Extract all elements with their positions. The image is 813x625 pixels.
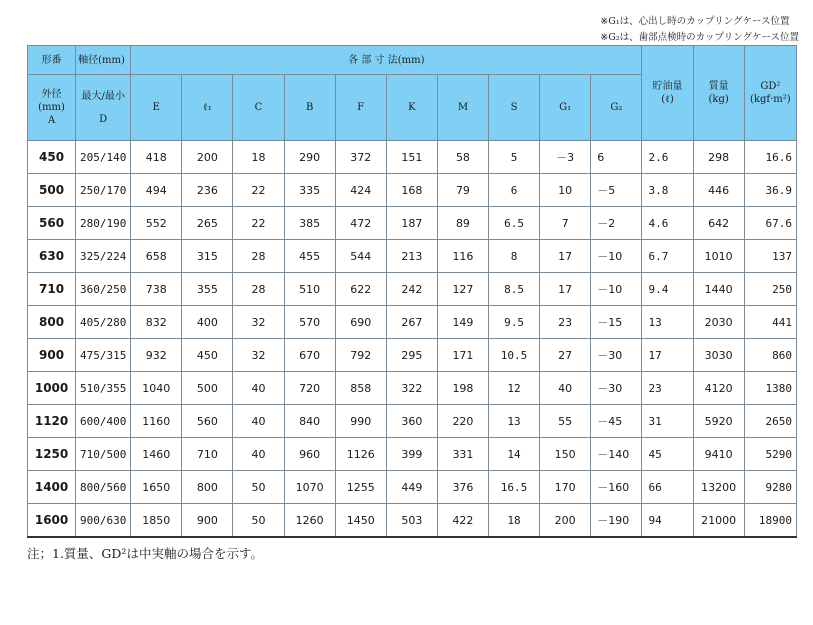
table-cell: 17: [642, 339, 693, 372]
header-od-symbol: A: [47, 115, 56, 126]
table-cell: 1850: [131, 504, 182, 538]
table-cell: 5: [489, 141, 540, 174]
table-cell: 290: [284, 141, 335, 174]
header-col-k: K: [386, 75, 437, 141]
table-cell: －30: [591, 372, 642, 405]
note-g2: ※G₂は、歯部点検時のカップリングケース位置: [600, 32, 799, 43]
table-cell: 32: [233, 339, 284, 372]
table-cell: 280/190: [76, 207, 131, 240]
table-cell: 200: [182, 141, 233, 174]
table-cell: －3: [540, 141, 591, 174]
table-cell: 1040: [131, 372, 182, 405]
model-cell: 1120: [28, 405, 76, 438]
table-cell: 27: [540, 339, 591, 372]
table-cell: 8: [489, 240, 540, 273]
table-cell: 405/280: [76, 306, 131, 339]
table-cell: 13: [642, 306, 693, 339]
table-cell: 500: [182, 372, 233, 405]
table-cell: 1450: [335, 504, 386, 538]
table-cell: 55: [540, 405, 591, 438]
table-cell: 449: [386, 471, 437, 504]
table-cell: 149: [437, 306, 488, 339]
table-cell: 424: [335, 174, 386, 207]
table-cell: －30: [591, 339, 642, 372]
header-maxmin: [76, 75, 131, 141]
table-cell: 295: [386, 339, 437, 372]
model-cell: 800: [28, 306, 76, 339]
table-cell: 36.9: [744, 174, 796, 207]
table-row: [28, 240, 797, 273]
table-cell: 1440: [693, 273, 744, 306]
table-cell: 21000: [693, 504, 744, 538]
table-row: [28, 207, 797, 240]
table-cell: 710/500: [76, 438, 131, 471]
table-cell: 13: [489, 405, 540, 438]
model-cell: 450: [28, 141, 76, 174]
table-cell: 400: [182, 306, 233, 339]
table-cell: 137: [744, 240, 796, 273]
table-cell: 544: [335, 240, 386, 273]
table-cell: －15: [591, 306, 642, 339]
header-col-m: M: [437, 75, 488, 141]
table-cell: 858: [335, 372, 386, 405]
footnote: 注；1.質量、GD²は中実軸の場合を示す。: [27, 546, 263, 561]
table-cell: 198: [437, 372, 488, 405]
table-cell: 16.6: [744, 141, 796, 174]
table-cell: 4.6: [642, 207, 693, 240]
table-cell: 94: [642, 504, 693, 538]
table-cell: 2650: [744, 405, 796, 438]
table-cell: 6.7: [642, 240, 693, 273]
table-cell: 150: [540, 438, 591, 471]
table-cell: 860: [744, 339, 796, 372]
table-cell: 355: [182, 273, 233, 306]
table-cell: 67.6: [744, 207, 796, 240]
header-mass-unit: (kg): [708, 94, 729, 105]
header-col-b: B: [284, 75, 335, 141]
table-cell: 552: [131, 207, 182, 240]
table-cell: 213: [386, 240, 437, 273]
table-cell: 720: [284, 372, 335, 405]
header-gd: [744, 46, 796, 141]
table-cell: 151: [386, 141, 437, 174]
table-row: [28, 504, 797, 538]
table-cell: 1070: [284, 471, 335, 504]
table-cell: 422: [437, 504, 488, 538]
table-cell: 50: [233, 471, 284, 504]
table-cell: 8.5: [489, 273, 540, 306]
header-od-label: 外径: [41, 89, 62, 100]
table-cell: 9410: [693, 438, 744, 471]
table-cell: 4120: [693, 372, 744, 405]
table-row: [28, 372, 797, 405]
table-cell: 66: [642, 471, 693, 504]
table-cell: 6: [591, 141, 642, 174]
table-cell: 10: [540, 174, 591, 207]
table-cell: 22: [233, 207, 284, 240]
table-cell: 32: [233, 306, 284, 339]
header-row-1: [28, 46, 797, 75]
table-cell: 1160: [131, 405, 182, 438]
table-cell: 570: [284, 306, 335, 339]
header-col-f: F: [335, 75, 386, 141]
table-cell: 1380: [744, 372, 796, 405]
table-cell: 220: [437, 405, 488, 438]
table-cell: 168: [386, 174, 437, 207]
table-cell: 2.6: [642, 141, 693, 174]
table-cell: 2030: [693, 306, 744, 339]
table-cell: 900: [182, 504, 233, 538]
table-cell: 658: [131, 240, 182, 273]
table-cell: 385: [284, 207, 335, 240]
table-cell: 315: [182, 240, 233, 273]
header-oil-label: 貯油量: [652, 81, 683, 92]
table-cell: 242: [386, 273, 437, 306]
header-oil-unit: (ℓ): [661, 94, 674, 105]
table-cell: 23: [540, 306, 591, 339]
table-cell: －140: [591, 438, 642, 471]
header-model: 形番: [28, 46, 76, 75]
table-cell: 455: [284, 240, 335, 273]
table-cell: 267: [386, 306, 437, 339]
header-dims: 各 部 寸 法(mm): [131, 46, 642, 75]
header-col-c: C: [233, 75, 284, 141]
model-cell: 1400: [28, 471, 76, 504]
table-cell: －160: [591, 471, 642, 504]
header-col-e: E: [131, 75, 182, 141]
table-cell: 28: [233, 240, 284, 273]
table-cell: 322: [386, 372, 437, 405]
table-cell: 450: [182, 339, 233, 372]
header-od: [28, 75, 76, 141]
table-cell: 5920: [693, 405, 744, 438]
table-row: [28, 471, 797, 504]
table-cell: 1650: [131, 471, 182, 504]
table-cell: －10: [591, 240, 642, 273]
table-cell: 171: [437, 339, 488, 372]
table-cell: 13200: [693, 471, 744, 504]
table-cell: 360: [386, 405, 437, 438]
table-cell: 1255: [335, 471, 386, 504]
table-row: [28, 306, 797, 339]
table-cell: 18900: [744, 504, 796, 538]
table-cell: 503: [386, 504, 437, 538]
table-cell: 690: [335, 306, 386, 339]
table-cell: 510/355: [76, 372, 131, 405]
table-cell: 17: [540, 240, 591, 273]
header-oil: [642, 46, 693, 141]
table-cell: 79: [437, 174, 488, 207]
table-cell: 298: [693, 141, 744, 174]
table-cell: 670: [284, 339, 335, 372]
header-shaft: 軸径(mm): [76, 46, 131, 75]
table-cell: －2: [591, 207, 642, 240]
header-maxmin-symbol: D: [99, 113, 108, 125]
table-cell: 116: [437, 240, 488, 273]
model-cell: 710: [28, 273, 76, 306]
table-cell: 170: [540, 471, 591, 504]
table-cell: 494: [131, 174, 182, 207]
table-row: [28, 273, 797, 306]
table-cell: 89: [437, 207, 488, 240]
model-cell: 630: [28, 240, 76, 273]
table-cell: 18: [489, 504, 540, 538]
table-cell: 446: [693, 174, 744, 207]
table-cell: －10: [591, 273, 642, 306]
table-cell: 642: [693, 207, 744, 240]
table-cell: 472: [335, 207, 386, 240]
table-cell: 28: [233, 273, 284, 306]
table-cell: 622: [335, 273, 386, 306]
header-col-l1: ℓ₁: [182, 75, 233, 141]
table-cell: 12: [489, 372, 540, 405]
table-cell: 187: [386, 207, 437, 240]
table-row: [28, 174, 797, 207]
table-cell: 560: [182, 405, 233, 438]
table-cell: 3.8: [642, 174, 693, 207]
table-row: [28, 141, 797, 174]
table-cell: 399: [386, 438, 437, 471]
header-mass: [693, 46, 744, 141]
header-col-g2: G₂: [591, 75, 642, 141]
note-g1: ※G₁は、心出し時のカップリングケース位置: [600, 16, 790, 27]
table-cell: 18: [233, 141, 284, 174]
table-cell: 510: [284, 273, 335, 306]
table-cell: 236: [182, 174, 233, 207]
table-cell: 800: [182, 471, 233, 504]
table-cell: 7: [540, 207, 591, 240]
header-od-unit: (mm): [38, 102, 65, 113]
model-cell: 500: [28, 174, 76, 207]
table-cell: 6: [489, 174, 540, 207]
table-row: [28, 405, 797, 438]
table-cell: 265: [182, 207, 233, 240]
header-col-s: S: [489, 75, 540, 141]
table-cell: 832: [131, 306, 182, 339]
table-cell: 40: [233, 405, 284, 438]
model-cell: 1000: [28, 372, 76, 405]
table-cell: 250: [744, 273, 796, 306]
table-row: [28, 438, 797, 471]
table-cell: 1010: [693, 240, 744, 273]
table-cell: －5: [591, 174, 642, 207]
table-cell: 331: [437, 438, 488, 471]
header-gd-label: GD²: [760, 81, 781, 92]
table-cell: 22: [233, 174, 284, 207]
table-cell: 9.4: [642, 273, 693, 306]
table-cell: 200: [540, 504, 591, 538]
table-cell: 372: [335, 141, 386, 174]
table-cell: －190: [591, 504, 642, 538]
table-cell: －45: [591, 405, 642, 438]
table-cell: 250/170: [76, 174, 131, 207]
table-cell: 600/400: [76, 405, 131, 438]
table-cell: 900/630: [76, 504, 131, 538]
model-cell: 900: [28, 339, 76, 372]
table-cell: 800/560: [76, 471, 131, 504]
table-cell: 40: [233, 438, 284, 471]
table-cell: 1460: [131, 438, 182, 471]
table-cell: 40: [233, 372, 284, 405]
table-cell: 10.5: [489, 339, 540, 372]
table-cell: 16.5: [489, 471, 540, 504]
header-maxmin-label: 最大/最小: [81, 90, 125, 102]
header-mass-label: 質量: [708, 81, 729, 92]
table-cell: 475/315: [76, 339, 131, 372]
table-cell: 932: [131, 339, 182, 372]
table-cell: 960: [284, 438, 335, 471]
table-cell: 710: [182, 438, 233, 471]
table-cell: 127: [437, 273, 488, 306]
table-cell: 58: [437, 141, 488, 174]
table-cell: 1260: [284, 504, 335, 538]
header-col-g1: G₁: [540, 75, 591, 141]
table-cell: 1126: [335, 438, 386, 471]
table-cell: 441: [744, 306, 796, 339]
table-cell: 9280: [744, 471, 796, 504]
table-cell: 5290: [744, 438, 796, 471]
table-cell: 17: [540, 273, 591, 306]
table-cell: 3030: [693, 339, 744, 372]
table-body: [28, 141, 797, 538]
notes: [600, 14, 799, 46]
model-cell: 1250: [28, 438, 76, 471]
table-cell: 376: [437, 471, 488, 504]
table-cell: 792: [335, 339, 386, 372]
table-cell: 45: [642, 438, 693, 471]
header-gd-unit: (kgf·m²): [750, 94, 791, 105]
table-cell: 31: [642, 405, 693, 438]
table-cell: 23: [642, 372, 693, 405]
table-cell: 325/224: [76, 240, 131, 273]
table-cell: 990: [335, 405, 386, 438]
spec-table: [27, 45, 797, 538]
table-cell: 840: [284, 405, 335, 438]
table-cell: 738: [131, 273, 182, 306]
model-cell: 560: [28, 207, 76, 240]
table-cell: 40: [540, 372, 591, 405]
model-cell: 1600: [28, 504, 76, 538]
table-cell: 9.5: [489, 306, 540, 339]
table-row: [28, 339, 797, 372]
table-cell: 14: [489, 438, 540, 471]
table-cell: 335: [284, 174, 335, 207]
table-cell: 205/140: [76, 141, 131, 174]
table-cell: 50: [233, 504, 284, 538]
table-cell: 6.5: [489, 207, 540, 240]
table-cell: 418: [131, 141, 182, 174]
table-cell: 360/250: [76, 273, 131, 306]
